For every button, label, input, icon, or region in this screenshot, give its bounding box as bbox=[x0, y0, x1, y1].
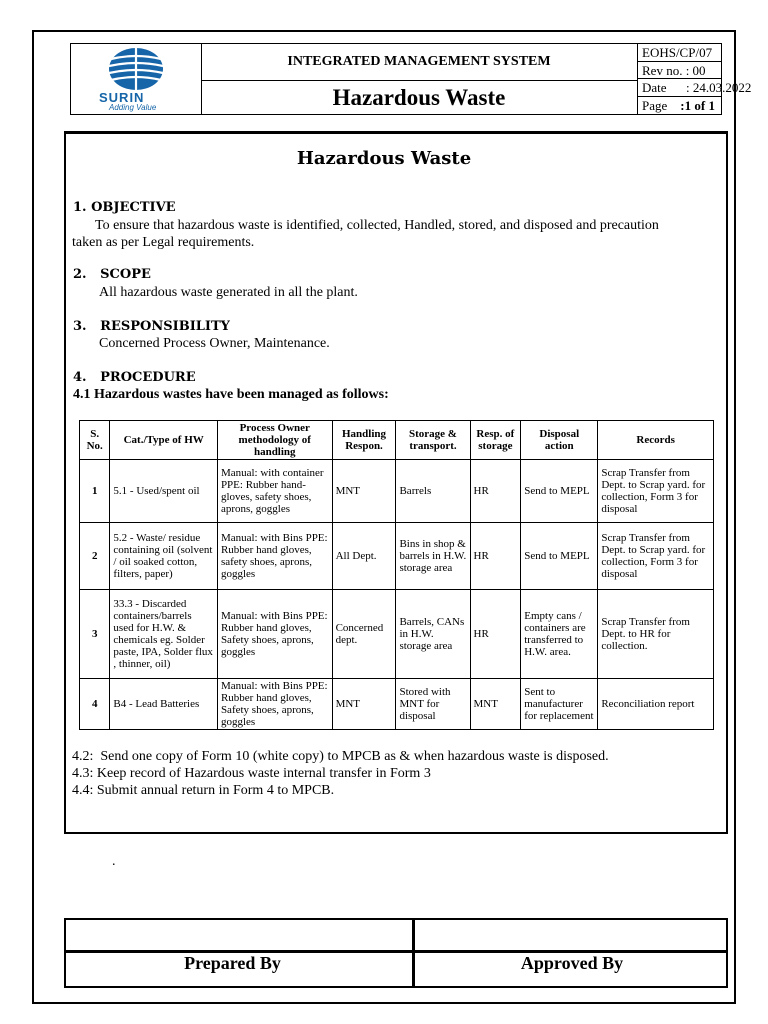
page-label: Page bbox=[642, 97, 668, 113]
cell: HR bbox=[470, 590, 521, 679]
cell: Manual: with container PPE: Rubber hand-gloves, safety shoes, aprons, goggles bbox=[217, 460, 332, 523]
cell: MNT bbox=[332, 679, 396, 730]
cell: HR bbox=[470, 523, 521, 590]
cell: Send to MEPL bbox=[521, 523, 598, 590]
header-title: Hazardous Waste bbox=[332, 85, 506, 110]
doc-title: Hazardous Waste bbox=[296, 148, 472, 169]
cell: Empty cans / containers are transferred to H.W. area. bbox=[521, 590, 598, 679]
cell: Send to MEPL bbox=[521, 460, 598, 523]
company-name: SURIN bbox=[99, 90, 145, 105]
objective-text-2: taken as per Legal requirements. bbox=[72, 235, 255, 250]
logo-cell bbox=[71, 44, 202, 114]
stray-dot: . bbox=[112, 854, 116, 869]
column-header: Resp. of storage bbox=[470, 421, 521, 460]
company-tagline: Adding Value bbox=[109, 103, 157, 112]
signature-divider bbox=[412, 920, 415, 986]
objective-heading: 1. OBJECTIVE bbox=[73, 200, 176, 215]
scope-heading: 2. SCOPE bbox=[73, 267, 151, 282]
cell: Sent to manufacturer for replacement bbox=[521, 679, 598, 730]
cell: Concerned dept. bbox=[332, 590, 396, 679]
cell: All Dept. bbox=[332, 523, 396, 590]
column-header: Storage & transport. bbox=[396, 421, 470, 460]
table-row bbox=[80, 590, 714, 679]
cell: 3 bbox=[80, 590, 110, 679]
revision-number: Rev no. : 00 bbox=[638, 62, 722, 80]
column-header: Process Owner methodology of handling bbox=[217, 421, 332, 460]
note-4-2: 4.2: Send one copy of Form 10 (white copy) to MPCB as & when hazardous waste is disposed. bbox=[72, 749, 609, 764]
column-header: Records bbox=[598, 421, 714, 460]
cell: Manual: with Bins PPE: Rubber hand gloves, Safety shoes, aprons, goggles bbox=[217, 679, 332, 730]
cell: Stored with MNT for disposal bbox=[396, 679, 470, 730]
system-name: INTEGRATED MANAGEMENT SYSTEM bbox=[201, 44, 637, 81]
cell: MNT bbox=[332, 460, 396, 523]
cell: B4 - Lead Batteries bbox=[110, 679, 218, 730]
cell: Scrap Transfer from Dept. to Scrap yard. for collection, Form 3 for disposal bbox=[598, 523, 714, 590]
header-title-cell bbox=[201, 44, 638, 114]
cell: 5.1 - Used/spent oil bbox=[110, 460, 218, 523]
doc-date: Date : 24.03.2022 bbox=[638, 79, 722, 97]
scope-text: All hazardous waste generated in all the plant. bbox=[99, 285, 358, 300]
cell: Barrels, CANs in H.W. storage area bbox=[396, 590, 470, 679]
note-4-3: 4.3: Keep record of Hazardous waste internal transfer in Form 3 bbox=[72, 766, 431, 781]
responsibility-text: Concerned Process Owner, Maintenance. bbox=[99, 336, 330, 351]
cell: MNT bbox=[470, 679, 521, 730]
doc-number: EOHS/CP/07 bbox=[638, 44, 722, 62]
responsibility-heading: 3. RESPONSIBILITY bbox=[73, 319, 230, 334]
cell: Bins in shop & barrels in H.W. storage area bbox=[396, 523, 470, 590]
procedure-subheading: 4.1 Hazardous wastes have been managed as follows: bbox=[73, 387, 389, 402]
hazardous-waste-table bbox=[79, 420, 714, 730]
column-header: S. No. bbox=[80, 421, 110, 460]
cell: 1 bbox=[80, 460, 110, 523]
column-header: Cat./Type of HW bbox=[110, 421, 218, 460]
cell: HR bbox=[470, 460, 521, 523]
cell: Barrels bbox=[396, 460, 470, 523]
column-header: Disposal action bbox=[521, 421, 598, 460]
cell: 33.3 - Discarded containers/barrels used for H.W. & chemicals eg. Solder paste, IPA, Solder flux , thinner, oil) bbox=[110, 590, 218, 679]
cell: 5.2 - Waste/ residue containing oil (solvent / oil soaked cotton, filters, paper) bbox=[110, 523, 218, 590]
cell: 4 bbox=[80, 679, 110, 730]
cell: Scrap Transfer from Dept. to Scrap yard. for collection, Form 3 for disposal bbox=[598, 460, 714, 523]
table-row bbox=[80, 460, 714, 523]
signature-box bbox=[64, 918, 728, 988]
note-4-4: 4.4: Submit annual return in Form 4 to MPCB. bbox=[72, 783, 335, 798]
table-row bbox=[80, 523, 714, 590]
doc-control-cell bbox=[638, 44, 752, 114]
surin-globe-logo bbox=[101, 47, 171, 91]
table-header-row bbox=[80, 421, 714, 460]
cell: 2 bbox=[80, 523, 110, 590]
page-info bbox=[638, 97, 722, 115]
objective-text-1: To ensure that hazardous waste is identified, collected, Handled, stored, and disposed and precaution bbox=[95, 218, 659, 233]
column-header: Handling Respon. bbox=[332, 421, 396, 460]
page-value: :1 of 1 bbox=[680, 97, 715, 113]
cell: Reconciliation report bbox=[598, 679, 714, 730]
table-row bbox=[80, 679, 714, 730]
cell: Manual: with Bins PPE: Rubber hand gloves, Safety shoes, aprons, goggles bbox=[217, 590, 332, 679]
signature-row bbox=[66, 920, 726, 953]
approved-by-label: Approved By bbox=[520, 953, 624, 973]
document-header bbox=[70, 43, 752, 115]
cell: Manual: with Bins PPE: Rubber hand gloves, safety shoes, aprons, goggles bbox=[217, 523, 332, 590]
procedure-heading: 4. PROCEDURE bbox=[73, 370, 196, 385]
cell: Scrap Transfer from Dept. to HR for collection. bbox=[598, 590, 714, 679]
prepared-by-label: Prepared By bbox=[184, 953, 281, 973]
